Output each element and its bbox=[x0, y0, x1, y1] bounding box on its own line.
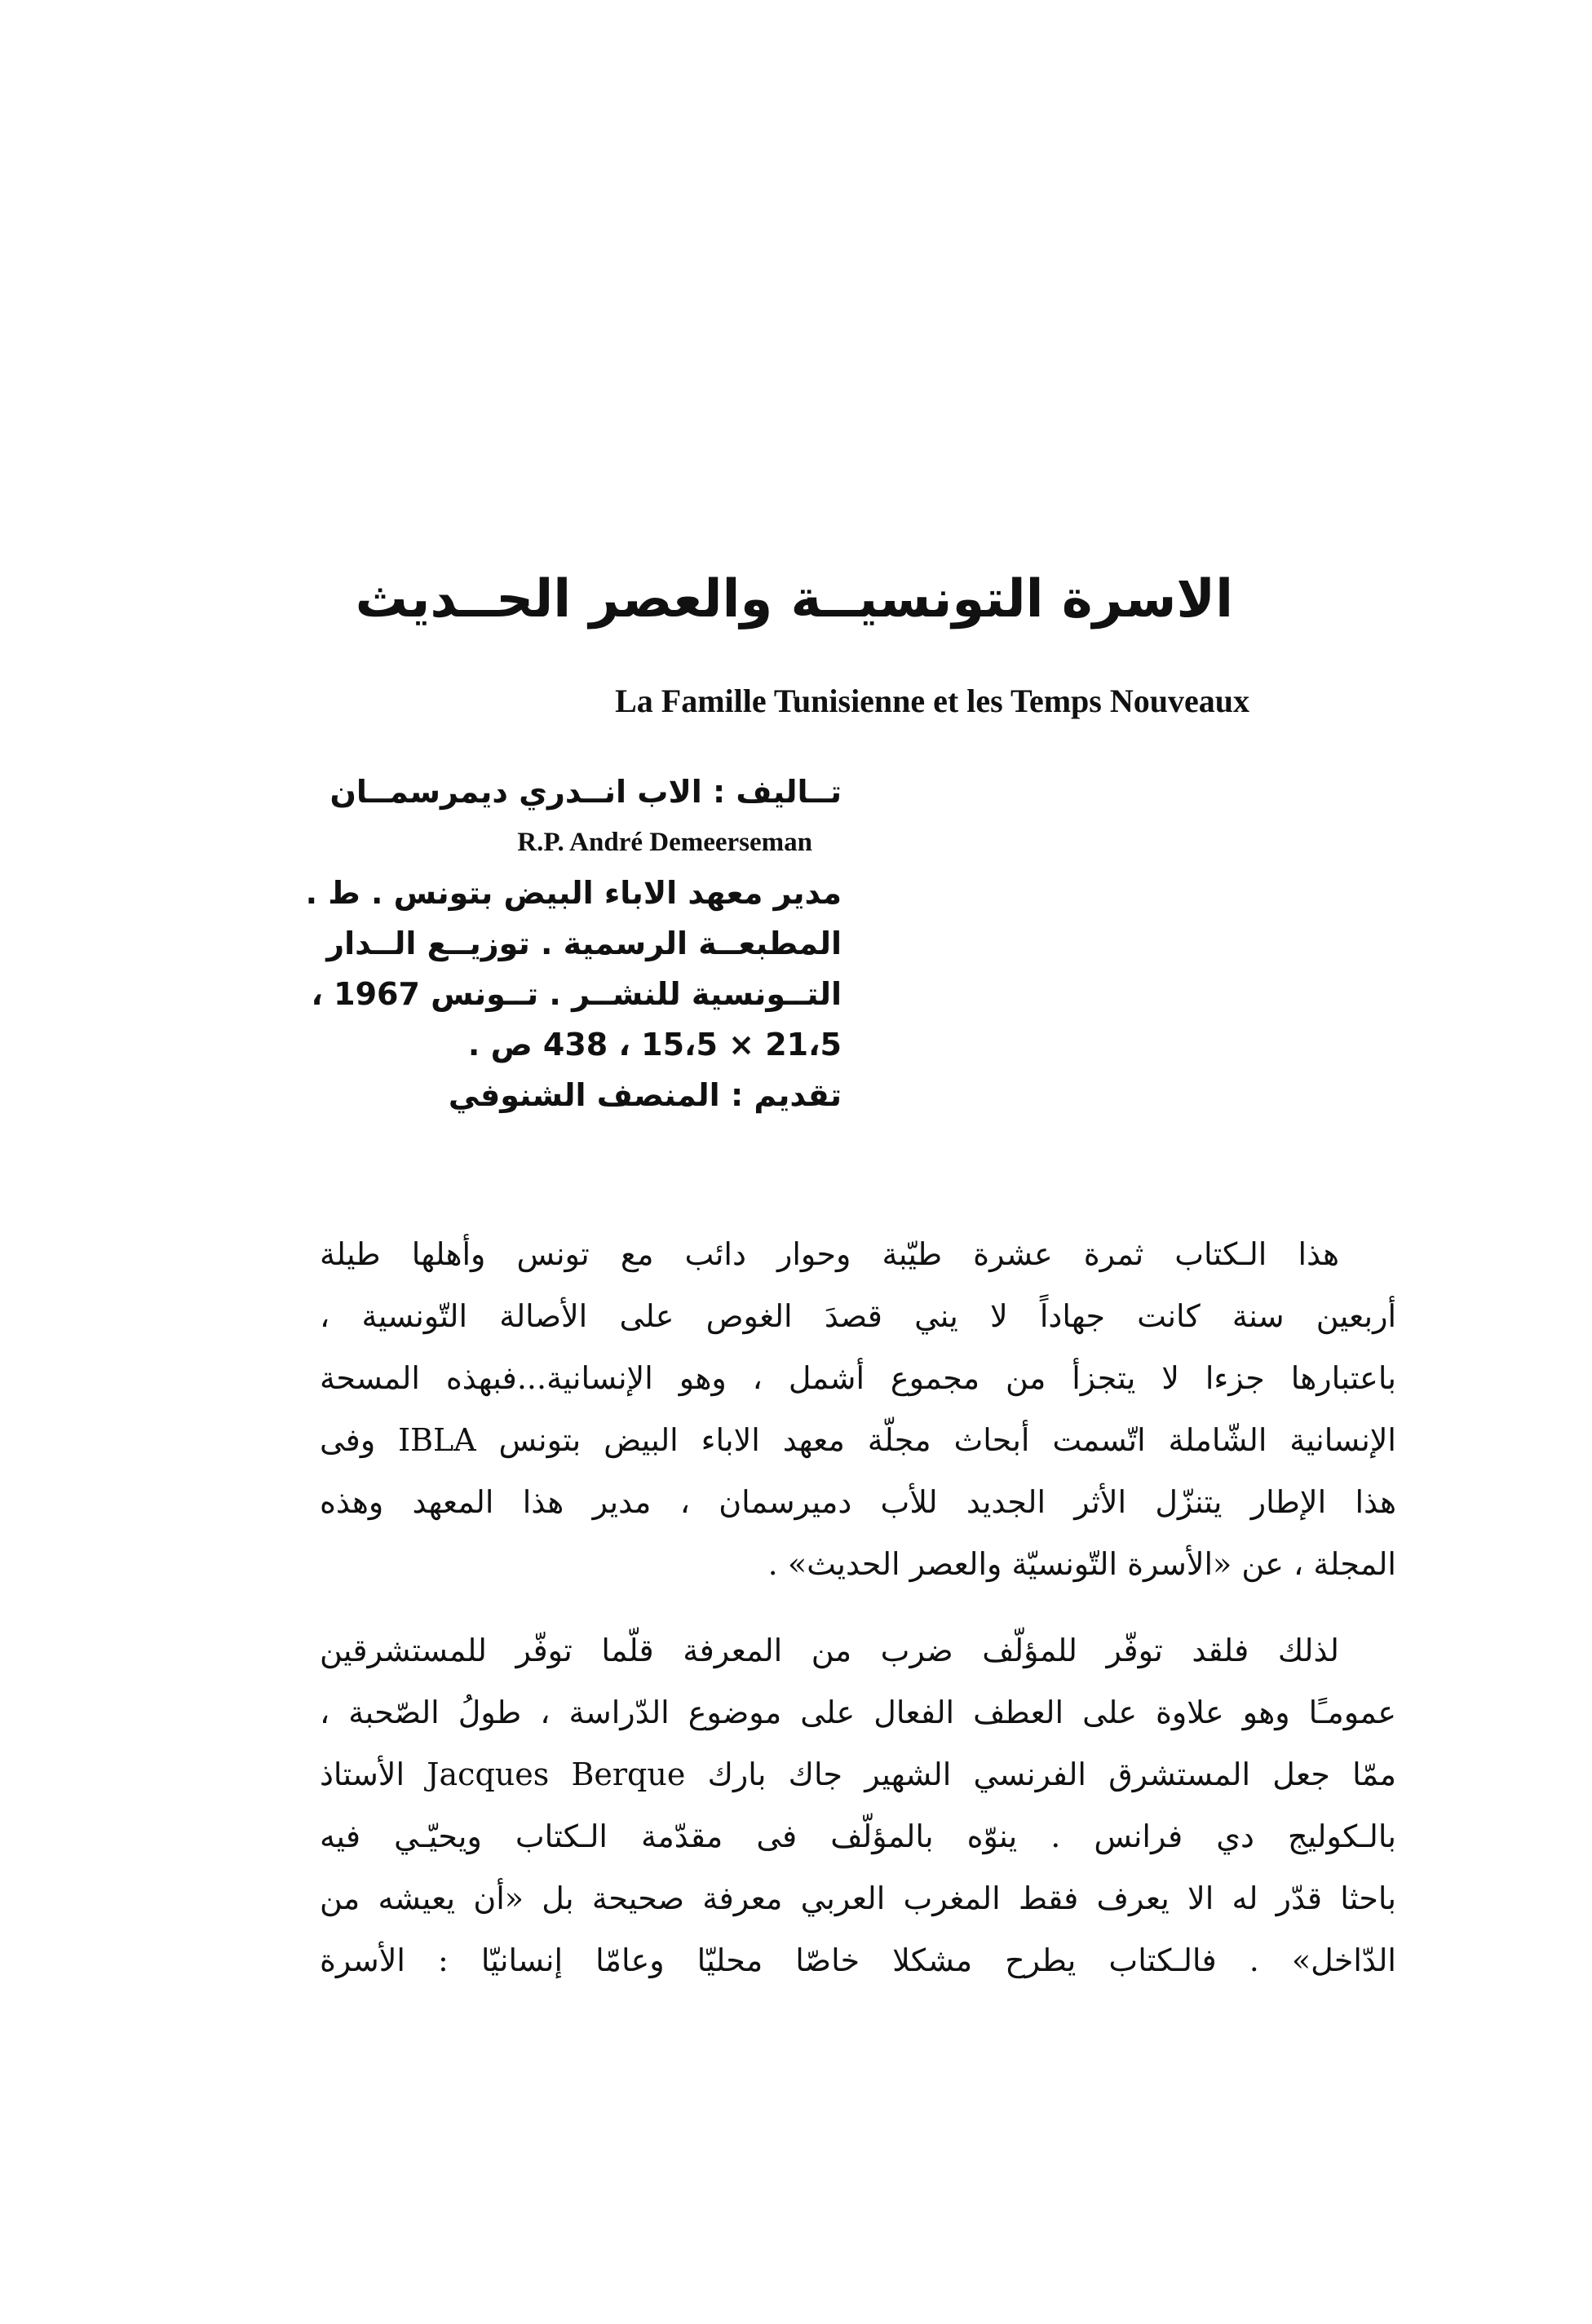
paragraph-1-line: باعتبارها جزءا لا يتجزأ من مجموع أشمل ، وهو الإنسانية...فبهذه المسحة bbox=[320, 1360, 1396, 1396]
publisher-line-1: مدير معهد الاباء البيض بتونس . ط . bbox=[305, 875, 842, 911]
paragraph-2-line: بالـكوليج دي فرانس . ينوّه بالمؤلّف فى مقدّمة الـكتاب ويحيّـي فيه bbox=[320, 1818, 1396, 1854]
paragraph-1-line: الإنسانية الشّاملة اتّسمت أبحاث مجلّة معهد الاباء البيض بتونس IBLA وفى bbox=[320, 1422, 1396, 1458]
paragraph-1-line: أربعين سنة كانت جهاداً لا يني قصدَ الغوص على الأصالة التّونسية ، bbox=[320, 1298, 1396, 1334]
paragraph-2-line: باحثا قدّر له الا يعرف فقط المغرب العربي معرفة صحيحة بل «أن يعيشه من bbox=[320, 1880, 1396, 1916]
author-latin-name: R.P. André Demeerseman bbox=[517, 828, 812, 857]
paragraph-1-line: المجلة ، عن «الأسرة التّونسيّة والعصر الحديث» . bbox=[767, 1546, 1396, 1582]
preface-line: تقديم : المنصف الشنوفي bbox=[448, 1077, 842, 1113]
publisher-line-3: التــونسية للنشــر . تــونس 1967 ، bbox=[311, 976, 842, 1012]
paragraph-1 bbox=[320, 1223, 1396, 1595]
dimensions-line: 21،5 × 15،5 ، 438 ص . bbox=[467, 1027, 842, 1063]
paragraph-2-line: لذلك فلقد توفّر للمؤلّف ضرب من المعرفة قلّما توفّر للمستشرقين bbox=[320, 1633, 1339, 1668]
arabic-title: الاسرة التونسيــة والعصر الحــديث bbox=[355, 569, 1233, 630]
french-title: La Famille Tunisienne et les Temps Nouveaux bbox=[615, 683, 1249, 719]
paragraph-2-line: ممّا جعل المستشرق الفرنسي الشهير جاك بارك Jacques Berque الأستاذ bbox=[320, 1756, 1396, 1792]
body-text bbox=[320, 1223, 1396, 2016]
paragraph-2 bbox=[320, 1619, 1396, 1991]
author-line: تــاليف : الاب انــدري ديمرسمــان bbox=[329, 774, 842, 810]
paragraph-1-line: هذا الإطار يتنزّل الأثر الجديد للأب دميرسمان ، مدير هذا المعهد وهذه bbox=[320, 1484, 1396, 1520]
paragraph-2-line: عمومـًا وهو علاوة على العطف الفعال على موضوع الدّراسة ، طولُ الصّحبة ، bbox=[320, 1694, 1396, 1730]
paragraph-2-line: الدّاخل» . فالـكتاب يطرح مشكلا خاصّا محليّا وعامّا إنسانيّا : الأسرة bbox=[320, 1942, 1396, 1978]
bibliography-block bbox=[254, 767, 842, 1120]
publisher-line-2: المطبعــة الرسمية . توزيــع الــدار bbox=[326, 926, 842, 961]
paragraph-1-line: هذا الـكتاب ثمرة عشرة طيّبة وحوار دائب مع تونس وأهلها طيلة bbox=[320, 1236, 1339, 1272]
